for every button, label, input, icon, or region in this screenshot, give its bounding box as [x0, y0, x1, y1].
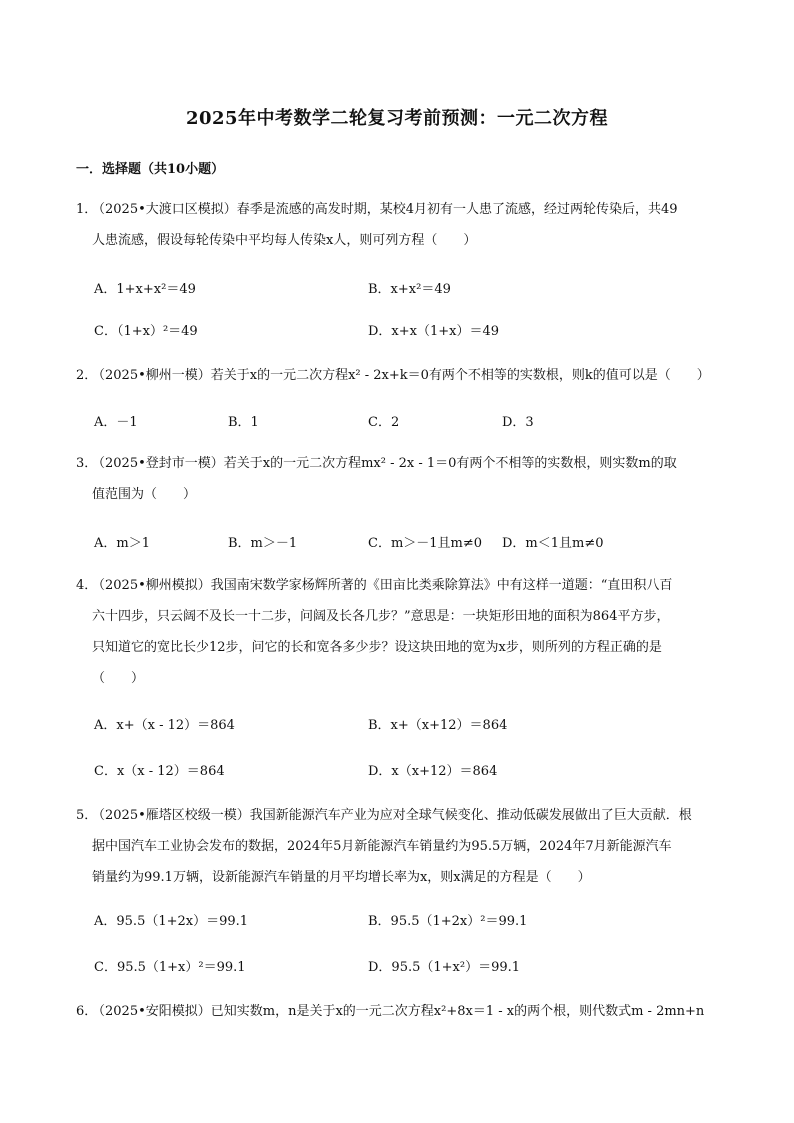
option-d: D．x（x+12）＝864 — [368, 764, 498, 779]
question-number: 1． — [76, 202, 98, 217]
option-c: C．95.5（1+x）²＝99.1 — [94, 960, 246, 975]
option-b: B．m＞－1 — [228, 536, 298, 551]
question-text: 销量约为99.1万辆，设新能源汽车销量的月平均增长率为x，则x满足的方程是（ ） — [92, 870, 591, 885]
option-c: C．2 — [368, 415, 400, 430]
option-b: B．x+（x+12）＝864 — [368, 718, 508, 733]
option-a: A．m＞1 — [94, 536, 150, 551]
question-3 — [76, 448, 718, 510]
option-a: A．－1 — [94, 415, 138, 430]
option-b: B．1 — [228, 415, 259, 430]
option-a: A．95.5（1+2x）＝99.1 — [94, 914, 249, 929]
option-b: B．95.5（1+2x）²＝99.1 — [368, 914, 528, 929]
question-text: （2025•柳州一模）若关于x的一元二次方程x² - 2x+k＝0有两个不相等的实数根，则k的值可以是（ ） — [92, 368, 710, 383]
option-d: D．x+x（1+x）＝49 — [368, 324, 500, 339]
option-d: D．3 — [502, 415, 534, 430]
option-c: C．（1+x）²＝49 — [94, 324, 198, 339]
question-text: （2025•柳州模拟）我国南宋数学家杨辉所著的《田亩比类乘除算法》中有这样一道题：“直田积八百 — [92, 578, 673, 593]
question-text: （2025•雁塔区校级一模）我国新能源汽车产业为应对全球气候变化、推动低碳发展做出了巨大贡献．根 — [92, 808, 692, 823]
option-d: D．95.5（1+x²）＝99.1 — [368, 960, 521, 975]
question-text: 只知道它的宽比长少12步，问它的长和宽各多少步？设这块田地的宽为x步，则所列的方程正确的是 — [92, 640, 662, 655]
option-c: C．x（x - 12）＝864 — [94, 764, 225, 779]
question-number: 4． — [76, 578, 98, 593]
question-text: （ ） — [92, 671, 145, 686]
question-text: （2025•登封市一模）若关于x的一元二次方程mx² - 2x - 1＝0有两个不相等的实数根，则实数m的取 — [92, 456, 677, 471]
question-text: 六十四步，只云阔不及长一十二步，问阔及长各几步？”意思是：一块矩形田地的面积为864平方步， — [92, 609, 670, 624]
question-number: 5． — [76, 808, 98, 823]
section-heading: 一．选择题（共10小题） — [76, 162, 225, 177]
question-text: 据中国汽车工业协会发布的数据，2024年5月新能源汽车销量约为95.5万辆，2024年7月新能源汽车 — [92, 839, 672, 854]
option-d: D．m＜1且m≠0 — [502, 536, 604, 551]
option-a: A．1+x+x²＝49 — [94, 282, 196, 297]
question-number: 2． — [76, 368, 98, 383]
question-text: 值范围为（ ） — [92, 487, 197, 502]
question-6 — [76, 996, 718, 1027]
question-5 — [76, 800, 718, 893]
option-c: C．m＞－1且m≠0 — [368, 536, 483, 551]
question-text: 人患流感，假设每轮传染中平均每人传染x人，则可列方程（ ） — [92, 233, 477, 248]
option-b: B．x+x²＝49 — [368, 282, 451, 297]
question-4 — [76, 570, 718, 694]
question-text: （2025•安阳模拟）已知实数m，n是关于x的一元二次方程x²+8x＝1 - x的两个根，则代数式m - 2mn+n — [92, 1004, 705, 1019]
page-title: 2025年中考数学二轮复习考前预测：一元二次方程 — [185, 108, 609, 129]
question-1 — [76, 194, 718, 256]
option-a: A．x+（x - 12）＝864 — [94, 718, 235, 733]
question-number: 3． — [76, 456, 98, 471]
question-2 — [76, 360, 718, 391]
question-text: （2025•大渡口区模拟）春季是流感的高发时期，某校4月初有一人患了流感，经过两轮传染后，共49 — [92, 202, 678, 217]
question-number: 6． — [76, 1004, 98, 1019]
